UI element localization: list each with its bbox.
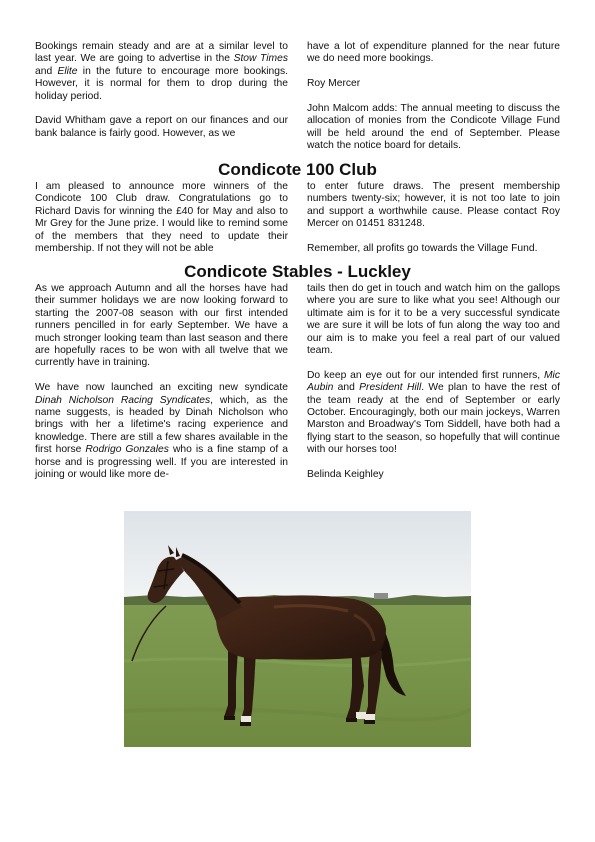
paragraph-gallops: tails then do get in touch and watch him on the gallops where you are sure to like what you see! Although our ultimate aim is for it to be a very successful syndicate we are sure it will be lots of fun along the way too and our aim is to make you feel a real part of our valued team.	[307, 283, 560, 357]
heading-100-club: Condicote 100 Club	[218, 160, 377, 179]
right-column	[307, 181, 560, 255]
paragraph-membership: to enter future draws. The present membership numbers twenty-six; however, it is not too late to join and support a worthwhile cause. Please contact Roy Mercer on 01451 831248.	[307, 181, 560, 230]
left-column	[35, 181, 288, 255]
horse-name: Rodrigo Gonzales	[85, 444, 169, 456]
white-sock	[365, 714, 375, 721]
signature-roy-mercer: Roy Mercer	[307, 78, 361, 90]
text-run: Bookings remain steady and are at a similar level to last year. We are going to advertise in the	[35, 41, 288, 65]
publication-name: Elite	[57, 65, 78, 77]
text-run: in the future to encourage more bookings. However, it is normal for them to drop during the holiday period.	[35, 65, 288, 102]
paragraph-finances: David Whitham gave a report on our finances and our bank balance is fairly good. However, as we	[35, 115, 288, 139]
left-column	[35, 41, 288, 153]
text-run: Do keep an eye out for our intended first runners,	[307, 369, 544, 381]
right-column	[307, 41, 560, 153]
publication-name: Stow Times	[233, 53, 288, 65]
white-sock	[241, 716, 251, 723]
horse-name: Mic Aubin	[307, 369, 560, 394]
section-bookings	[35, 41, 560, 153]
paragraph-annual-meeting: John Malcom adds: The annual meeting to discuss the allocation of monies from the Condicote Village Fund will be held around the end of September. Please watch the notice board for details.	[307, 103, 560, 152]
syndicate-name: Dinah Nicholson Racing Syndicates	[35, 394, 211, 406]
horse-name: President Hill	[359, 382, 422, 394]
text-run: who is a fine stamp of a horse and is progressing well. If you are interested in joining or would like more de-	[35, 444, 288, 481]
section-100-club	[35, 181, 560, 255]
right-column	[307, 283, 560, 481]
text-run: and	[35, 65, 58, 77]
left-column	[35, 283, 288, 481]
paragraph-winners: I am pleased to announce more winners of the Condicote 100 Club draw. Congratulations go to Richard Davis for winning the £40 for May and also to Mr Grey for the June prize. I would like to remind some of the members that they need to update their membership. If not they will not be able	[35, 181, 288, 255]
text-run: , which, as the name suggests, is headed by Dinah Nicholson who brings with her a lifetime's racing experience and knowledge. There are still a few shares available in the first horse	[35, 394, 288, 456]
horse-photo	[124, 511, 471, 747]
paragraph-profits: Remember, all profits go towards the Village Fund.	[307, 243, 538, 255]
heading-stables: Condicote Stables - Luckley	[184, 262, 411, 281]
text-run: and	[333, 382, 360, 394]
text-run: . We plan to have the rest of the team ready at the end of September or early October. Encouragingly, both our main jockeys, Warren Marston and Broadway's Tom Siddell, have both had a flying start to the season, so hopefully that will continue with our horses too!	[307, 382, 560, 456]
text-run: We have now launched an exciting new syndicate	[35, 382, 288, 394]
white-sock	[356, 712, 366, 719]
signature-belinda-keighley: Belinda Keighley	[307, 469, 384, 481]
paragraph-bookings	[35, 41, 288, 103]
distant-building	[374, 593, 388, 599]
paragraph-syndicate	[35, 382, 288, 481]
horse-illustration	[124, 511, 471, 747]
section-stables	[35, 283, 560, 481]
paragraph-expenditure: have a lot of expenditure planned for the near future we do need more bookings.	[307, 41, 560, 65]
paragraph-season: As we approach Autumn and all the horses have had their summer holidays we are now looking forward to starting the 2007-08 season with our first intended runners pencilled in for early September. We have a much stronger looking team than last season and there are hopefully races to be won with all twelve that we currently have in training.	[35, 283, 288, 369]
paragraph-first-runners	[307, 370, 560, 457]
